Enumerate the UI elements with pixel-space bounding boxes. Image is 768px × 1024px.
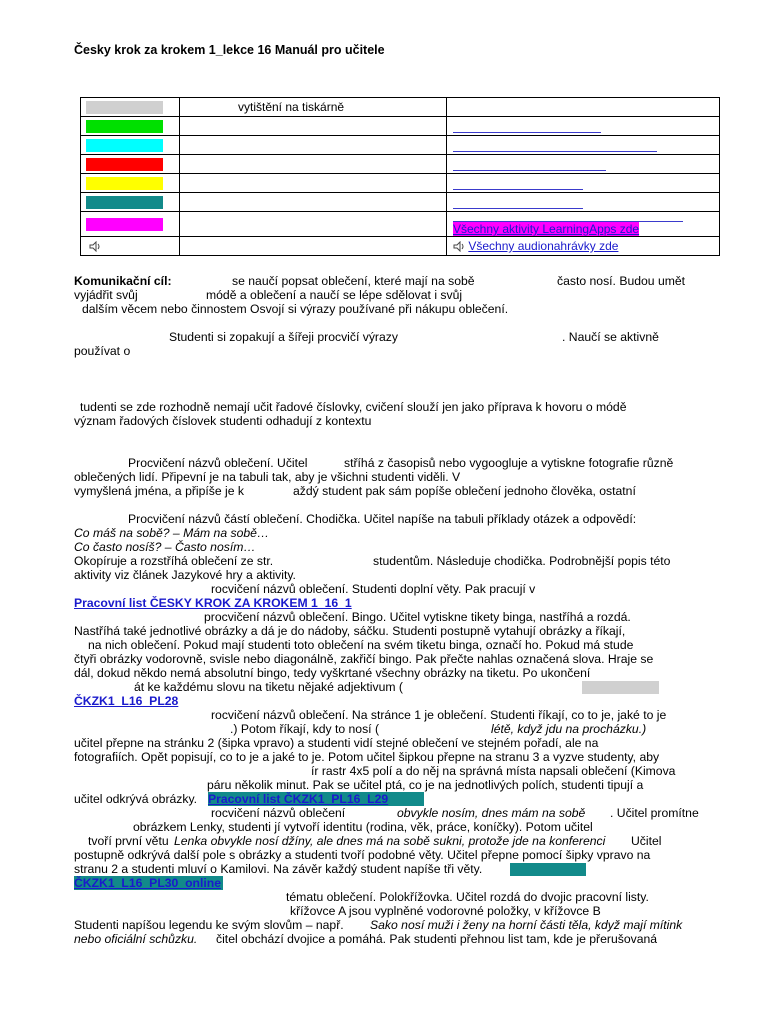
text-line: nebo oficiální schůzku.	[74, 932, 198, 946]
text-line: aždý student pak sám popíše oblečení jednoho člověka, ostatní	[293, 484, 636, 498]
legend-link-line[interactable]	[453, 196, 583, 209]
color-swatch-cyan	[86, 139, 163, 152]
text-line: vyjádřit svůj	[74, 288, 138, 302]
text-line: Učitel	[631, 834, 662, 848]
legend-row	[81, 155, 720, 174]
text-line: procvičení názvů oblečení. Bingo. Učitel vytiskne tikety binga, nastříhá a rozdá.	[204, 610, 631, 624]
worksheet-link-pl30[interactable]: ČKZK1_L16_PL30_online	[74, 876, 221, 890]
legend-row	[81, 98, 720, 117]
text-line: Sako nosí muži i ženy na horní části těla, když mají mítink	[370, 918, 683, 932]
learningapps-link[interactable]: Všechny aktivity LearningApps zde	[453, 222, 640, 236]
text-line: . Naučí se aktivně	[562, 330, 659, 344]
text-line: Nastříhá také jednotlivé obrázky a dá je do nádoby, sáčku. Studenti postupně vytahují obrázky a říkají,	[74, 624, 626, 638]
text-line: Procvičení názvů částí oblečení. Chodička. Učitel napíše na tabuli příklady otázek a odpovědí:	[128, 512, 637, 526]
text-line: Procvičení názvů oblečení. Učitel	[128, 456, 308, 470]
text-line: používat o	[74, 344, 131, 358]
legend-link-line[interactable]	[453, 158, 606, 171]
color-swatch-teal	[86, 196, 163, 209]
text-line: Okopíruje a rozstříhá oblečení ze str.	[74, 554, 274, 568]
text-line: učitel odkrývá obrázky.	[74, 792, 198, 806]
text-line: Co často nosíš? – Často nosím…	[74, 540, 256, 554]
text-line: studentům. Následuje chodička. Podrobnější popis této	[373, 554, 671, 568]
grey-highlight-link[interactable]	[582, 681, 659, 694]
teal-highlight-link[interactable]	[510, 863, 586, 876]
text-line: vymyšlená jména, a připíše je k	[74, 484, 245, 498]
text-line: létě, když jdu na procházku.)	[491, 722, 647, 736]
color-swatch-red	[86, 158, 163, 171]
text-line: stranu 2 a studenti mluví o Kamilovi. Na závěr každý student napíše tři věty.	[74, 862, 483, 876]
worksheet-link-1[interactable]: Pracovní list ČESKY KROK ZA KROKEM 1_16_1	[74, 596, 352, 610]
speaker-icon	[453, 241, 465, 252]
text-line: obvykle nosím, dnes mám na sobě	[397, 806, 586, 820]
text-line: se naučí popsat oblečení, které mají na sobě	[232, 274, 475, 288]
text-line: rocvičení názvů oblečení	[211, 806, 346, 820]
color-swatch-magenta	[86, 218, 163, 231]
text-line: módě a oblečení a naučí se lépe sdělovat i svůj	[206, 288, 463, 302]
text-line: rocvičení názvů oblečení. Studenti doplní věty. Pak pracují v	[211, 582, 536, 596]
text-line: Studenti napíšou legendu ke svým slovům – např.	[74, 918, 344, 932]
text-line: význam řadových číslovek studenti odhadují z kontextu	[74, 414, 372, 428]
text-line: postupně odkrývá další pole s obrázky a studenti tvoří podobné věty. Učitel přepne pomocí šipky vpravo na	[74, 848, 651, 862]
worksheet-link-pl28[interactable]: ČKZK1_L16_PL28	[74, 694, 179, 708]
text-line: čtyři obrázky vodorovně, svisle nebo diagonálně, zakřičí bingo. Pak přečte nahlas označená slova. Hraje se	[74, 652, 654, 666]
text-line: Co máš na sobě? – Mám na sobě…	[74, 526, 270, 540]
text-line: át ke každému slovu na tiketu nějaké adjektivum (	[134, 680, 403, 694]
legend-row	[81, 237, 720, 256]
text-line: čitel obchází dvojice a pomáhá. Pak studenti přehnou list tam, kde je přerušovaná	[216, 932, 658, 946]
legend-row	[81, 212, 720, 237]
text-line: oblečených lidí. Připevní je na tabuli tak, aby je všichni studenti viděli. V	[74, 470, 461, 484]
text-line: stříhá z časopisů nebo vygoogluje a vytiskne fotografie různě	[344, 456, 674, 470]
legend-row	[81, 136, 720, 155]
text-line: dalším věcem nebo činnostem Osvojí si výrazy používané při nákupu oblečení.	[82, 302, 509, 316]
speaker-icon	[89, 241, 101, 252]
text-line: .) Potom říkají, kdy to nosí (	[230, 722, 380, 736]
text-line: tudenti se zde rozhodně nemají učit řadové číslovky, cvičení slouží jen jako příprava k hovoru o módě	[80, 400, 627, 414]
legend-link-line[interactable]	[453, 120, 601, 133]
text-line: obrázkem Lenky, studenti jí vytvoří identitu (rodina, věk, práce, koníčky). Potom učitel	[133, 820, 593, 834]
text-line: fotografiích. Opět popisují, co to je a jaké to je. Potom učitel šipkou přepne na stranu 3 a vyzve studenty, aby	[74, 750, 660, 764]
color-swatch-grey	[86, 101, 163, 114]
text-line: tvoří první větu	[88, 834, 169, 848]
legend-row	[81, 174, 720, 193]
text-line: často nosí. Budou umět	[557, 274, 686, 288]
text-line: páru několik minut. Pak se učitel ptá, co je na jednotlivých polích, studenti tipují a	[207, 778, 644, 792]
legend-print-label: vytištění na tiskárně	[180, 98, 447, 117]
text-line: učitel přepne na stránku 2 (šipka vpravo) a studenti vidí stejné oblečení ve stejném pořadí, ale na	[74, 736, 599, 750]
text-line: dál, dokud někdo nemá absolutní bingo, tedy vyškrtané všechny obrázky na tiketu. Po ukončení	[74, 666, 591, 680]
legend-link-line[interactable]	[453, 177, 583, 190]
text-line: . Učitel promítne	[610, 806, 699, 820]
text-line: na nich oblečení. Pokud mají studenti toto oblečení na svém tiketu binga, označí ho. Pokud má stude	[88, 638, 634, 652]
goal-label: Komunikační cíl:	[74, 274, 172, 288]
legend-table	[80, 97, 720, 256]
color-swatch-yellow	[86, 177, 163, 190]
legend-link-line[interactable]	[453, 139, 657, 152]
text-line: rocvičení názvů oblečení. Na stránce 1 je oblečení. Studenti říkají, co to je, jaké to je	[211, 708, 667, 722]
legend-row	[81, 193, 720, 212]
text-line: aktivity viz článek Jazykové hry a aktivity.	[74, 568, 296, 582]
text-line: tématu oblečení. Polokřížovka. Učitel rozdá do dvojic pracovní listy.	[286, 890, 649, 904]
audio-link[interactable]: Všechny audionahrávky zde	[468, 239, 619, 253]
text-line: křížovce A jsou vyplněné vodorovné položky, v křížovce B	[290, 904, 601, 918]
page-title: Česky krok za krokem 1_lekce 16 Manuál pro učitele	[74, 43, 385, 57]
worksheet-link-pl29[interactable]: Pracovní list ČKZK1_PL16_L29	[208, 792, 424, 806]
text-line: ír rastr 4x5 polí a do něj na správná místa napsali oblečení (Kimova	[311, 764, 676, 778]
text-line: Studenti si zopakují a šířeji procvičí výrazy	[169, 330, 398, 344]
color-swatch-green	[86, 120, 163, 133]
text-line: Lenka obvykle nosí džíny, ale dnes má na sobě sukni, protože jde na konferenci	[174, 834, 606, 848]
legend-row	[81, 117, 720, 136]
